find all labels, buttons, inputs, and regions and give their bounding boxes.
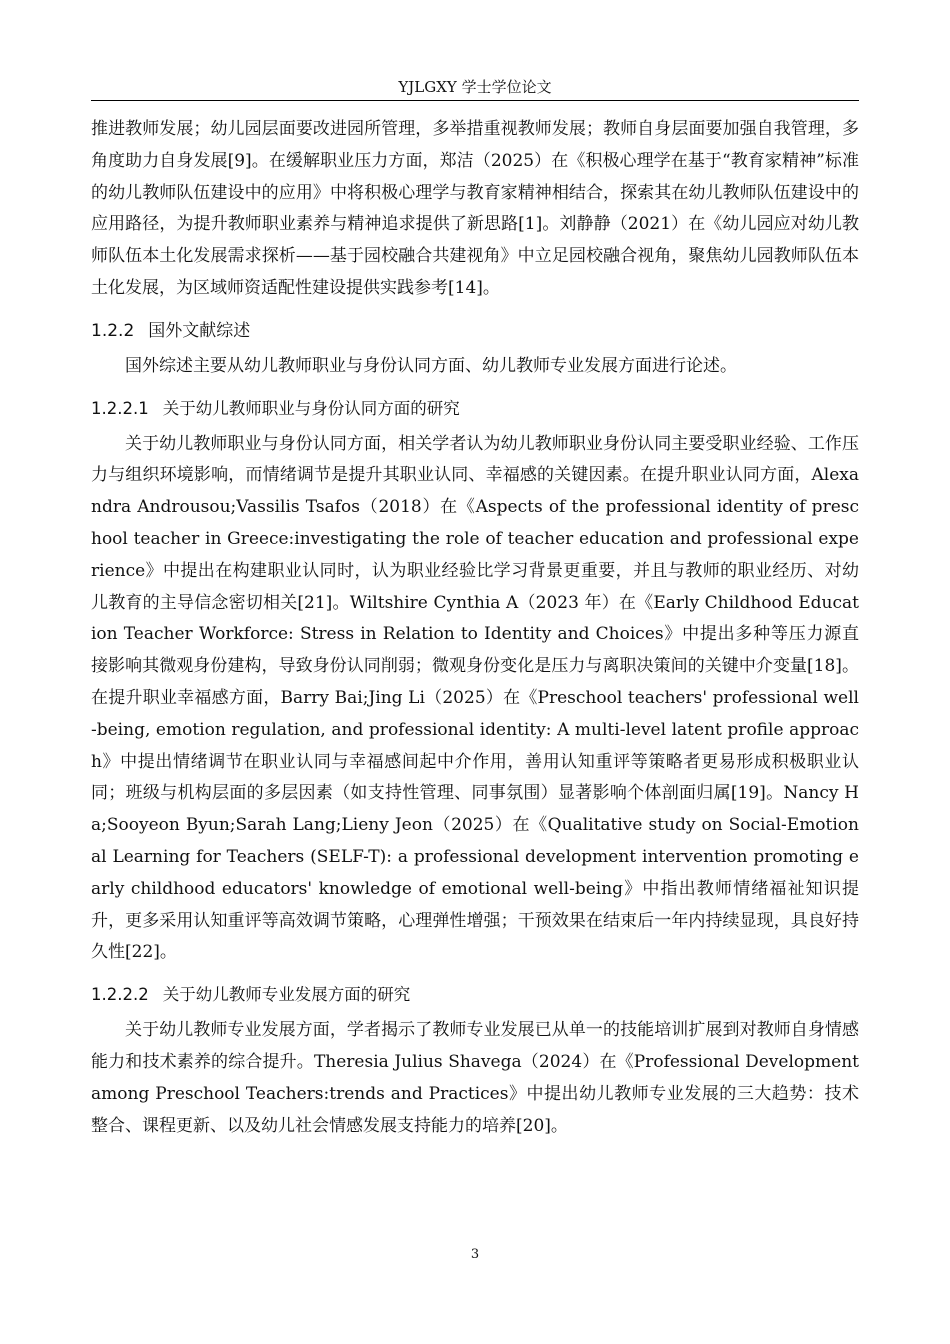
header-divider [91,100,859,101]
section-title: 国外文献综述 [148,320,251,341]
subsection-heading-1-2-2-2 [91,981,859,1009]
section-number: 1.2.2 [91,320,135,341]
running-header-title: YJLGXY 学士学位论文 [398,78,552,96]
paragraph-identity-research: 关于幼儿教师职业与身份认同方面，相关学者认为幼儿教师职业身份认同主要受职业经验、工作压力与组织环境影响，而情绪调节是提升其职业认同、幸福感的关键因素。在提升职业认同方面，Alexandra Androusou;Vassilis Tsafos（2018）在《Aspects of the professional identity of preschool teacher in Greece:investigating the role of teacher education and professional experience》中提出在构建职业认同时，认为职业经验比学习背景更重要，并且与教师的职业经历、对幼儿教育的主导信念密切相关[21]。Wiltshire Cynthia A（2023 年）在《Early Childhood Education Teacher Workforce: Stress in Relation to Identity and Choices》中提出多种等压力源直接影响其微观身份建构，导致身份认同削弱；微观身份变化是压力与离职决策间的关键中介变量[18]。在提升职业幸福感方面，Barry Bai;Jing Li（2025）在《Preschool teachers' professional well-being, emotion regulation, and professional identity: A multi-level latent profile approach》中提出情绪调节在职业认同与幸福感间起中介作用，善用认知重评等策略者更易形成积极职业认同；班级与机构层面的多层因素（如支持性管理、同事氛围）显著影响个体剖面归属[19]。Nancy Ha;Sooyeon Byun;Sarah Lang;Lieny Jeon（2025）在《Qualitative study on Social-Emotional Learning for Teachers (SELF-T): a professional development intervention promoting early childhood educators' knowledge of emotional well-being》中指出教师情绪福祉知识提升，更多采用认知重评等高效调节策略，心理弹性增强；干预效果在结束后一年内持续显现，具良好持久性[22]。 [91,433,859,963]
paragraph-continued: 推进教师发展；幼儿园层面要改进园所管理，多举措重视教师发展；教师自身层面要加强自我管理，多角度助力自身发展[9]。在缓解职业压力方面，郑洁（2025）在《积极心理学在基于“教育家精神”标准的幼儿教师队伍建设中的应用》中将积极心理学与教育家精神相结合，探索其在幼儿教师队伍建设中的应用路径，为提升教师职业素养与精神追求提供了新思路[1]。刘静静（2021）在《幼儿园应对幼儿教师队伍本土化发展需求探析——基于园校融合共建视角》中立足园校融合视角，聚焦幼儿园教师队伍本土化发展，为区域师资适配性建设提供实践参考[14]。 [91,119,859,298]
page-number: 3 [470,1247,480,1262]
subsection-number: 1.2.2.2 [91,985,149,1005]
subsection-title: 关于幼儿教师职业与身份认同方面的研究 [162,398,460,418]
subsection-title: 关于幼儿教师专业发展方面的研究 [162,985,411,1005]
subsection-number: 1.2.2.1 [91,398,149,418]
paragraph-professional-development: 关于幼儿教师专业发展方面，学者揭示了教师专业发展已从单一的技能培训扩展到对教师自身情感能力和技术素养的综合提升。Theresia Julius Shavega（2024）在《Professional Development among Preschool Teachers:trends and Practices》中提出幼儿教师专业发展的三大趋势：技术整合、课程更新、以及幼儿社会情感发展支持能力的培养[20]。 [91,1020,859,1136]
page-body [91,114,859,1234]
subsection-heading-1-2-2-1 [91,395,859,423]
section-heading-1-2-2 [91,317,859,345]
paragraph-overview: 国外综述主要从幼儿教师职业与身份认同方面、幼儿教师专业发展方面进行论述。 [125,355,737,376]
